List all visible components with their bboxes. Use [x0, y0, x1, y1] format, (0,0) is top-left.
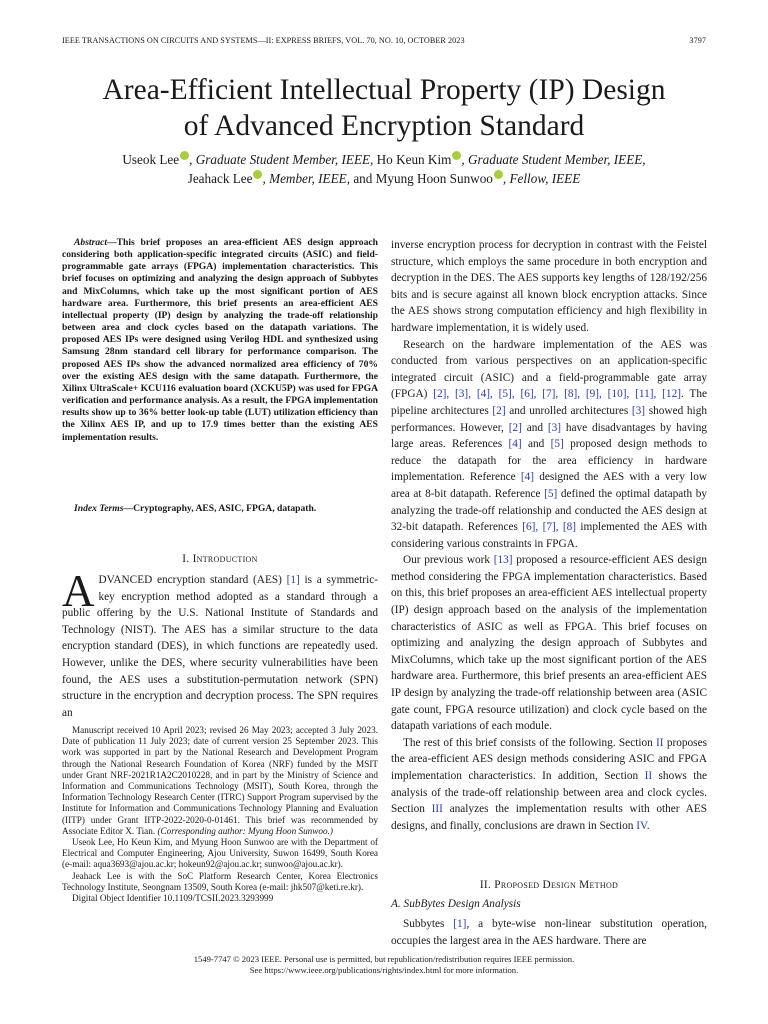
section-link[interactable]: II	[644, 770, 653, 782]
copyright-line-1: 1549-7747 © 2023 IEEE. Personal use is permitted, but republication/redistribution requires IEEE permission.	[193, 954, 575, 964]
index-terms-label: Index Terms	[74, 503, 124, 514]
section-heading-introduction: I. Introduction	[182, 553, 258, 565]
author-name: Jeahack Lee	[187, 171, 253, 186]
introduction-paragraph	[62, 566, 378, 721]
author-role: , Fellow, IEEE	[502, 171, 581, 186]
section-link[interactable]: IV	[636, 819, 647, 832]
author-line-2	[50, 169, 718, 188]
abstract-label: Abstract	[74, 237, 108, 248]
body-text: defined the optimal datapath by analyzing the trade-off relationship and conducted the AES design at 32-bit datapath. References	[391, 487, 707, 534]
section-heading-proposed-method: II. Proposed Design Method	[479, 879, 619, 891]
abstract-text: —This brief proposes an area-efficient AES design approach considering both application-specific integrated circuits (ASIC) and field-programmable gate arrays (FPGA) implementation characteristics. This brief focuses on optimizing and analyzing the design approach of Subbytes and MixColumns, which take up the most significant portion of AES hardware area. Furthermore, this brief presents an area-efficient AES intellectual property (IP) design by analyzing the trade-off relationship between area and clock cycles based on the datapath variations. The proposed AES IPs were designed using Verilog HDL and synthesized using Samsung 28nm standard cell library for performance comparison. The proposed AES IPs show the advanced normalized area efficiency of 70% over the existing AES design with the same datapath. Furthermore, the Xilinx UltraScale+ KCU116 evaluation board (XCKU5P) was used for FPGA verification and performance analysis. As a result, the FPGA implementation results show up to 36% better look-up table (LUT) utilization efficiency than the Xilinx AES IP, and up to 17.9 times better than the existing AES implementation results.	[62, 237, 378, 443]
body-text: implemented the AES with considering various constraints in FPGA.	[391, 521, 707, 550]
page-number: 3797	[689, 36, 706, 45]
subsection-heading: A. SubBytes Design Analysis	[391, 898, 521, 910]
author-name: Useok Lee	[122, 152, 180, 167]
right-column	[391, 237, 707, 834]
footnote-affiliation-1: Useok Lee, Ho Keun Kim, and Myung Hoon Sunwoo are with the Department of Electrical and Computer Engineering, Ajou University, Suwon 16499, South Korea (e-mail: aqua3693@ajou.ac.kr; hokeun92@ajou.ac.kr; sunwoo@ajou.ac.kr).	[62, 837, 378, 870]
body-text: Subbytes	[403, 918, 454, 930]
corresponding-author: (Corresponding author: Myung Hoon Sunwoo.)	[157, 825, 333, 836]
copyright-line-2: See https://www.ieee.org/publications/rights/index.html for more information.	[249, 965, 519, 975]
body-text: showed high performances. However,	[391, 404, 707, 434]
citation-link[interactable]: [4]	[520, 471, 535, 484]
citation-link[interactable]: [6], [7], [8]	[522, 521, 577, 534]
citation-link[interactable]: [5]	[550, 438, 564, 451]
section-link[interactable]: II	[656, 736, 664, 749]
title-line-2: of Advanced Encryption Standard	[183, 110, 585, 142]
citation-link[interactable]: [2], [3], [4], [5], [6], [7], [8], [9], [10], [11], [12]	[433, 388, 681, 401]
running-header: IEEE TRANSACTIONS ON CIRCUITS AND SYSTEMS—II: EXPRESS BRIEFS, VOL. 70, NO. 10, OCTOBER 2023	[62, 36, 465, 45]
body-paragraph: inverse encryption process for decryption in contrast with the Feistel structure, which employs the same procedure in both encryption and decryption in the DES. The AES supports key lengths of 128/192/256 bits and is secure against all known block encryption attacks. Since the AES shows strong computation efficiency and high flexibility in hardware implementation, it is widely used.	[391, 239, 707, 334]
citation-link[interactable]: [1]	[286, 574, 300, 586]
citation-link[interactable]: [2]	[508, 421, 522, 434]
section-link[interactable]: III	[431, 803, 443, 816]
citation-link[interactable]: [1]	[453, 918, 467, 930]
body-paragraph	[391, 552, 707, 735]
body-text: have disadvantages by having large areas. References	[391, 421, 707, 451]
citation-link[interactable]: [3]	[547, 421, 562, 434]
footnote	[62, 725, 378, 904]
body-text: designed the AES with a very low area at 8-bit datapath. Reference	[391, 471, 707, 500]
body-text: . The pipeline architectures	[391, 388, 707, 417]
index-terms-text: —Cryptography, AES, ASIC, FPGA, datapath.	[123, 503, 317, 514]
body-text: .	[646, 819, 650, 832]
author-name: and Myung Hoon Sunwoo	[350, 171, 493, 186]
author-role: , Graduate Student Member, IEEE,	[461, 152, 646, 167]
drop-cap: A	[62, 566, 95, 616]
author-role: , Member, IEEE,	[262, 171, 351, 186]
first-word: DVANCED	[98, 574, 153, 586]
body-paragraph	[391, 916, 707, 949]
footnote-manuscript	[62, 725, 378, 837]
body-text: proposed a resource-efficient AES design method considering the FPGA implementation characteristics. Based on this, this brief proposes an area-efficient AES intellectual property (IP) design approach based on the analysis of the implementation characteristics of ASIC as well as FPGA. This brief focuses on optimizing and analyzing the design approach of Subbytes and MixColumns, which take up the most significant portion of the AES hardware area. Furthermore, this brief presents an area-efficient AES IP design by analyzing the trade-off relationship between area (ASIC gate count, FPGA resource utilization) and clock cycle based on the datapath variations of each module.	[391, 554, 707, 733]
body-text: shows the analysis of the trade-off relationship between area and clock cycles. Section	[391, 770, 707, 816]
body-text: encryption standard (AES)	[152, 574, 287, 586]
body-text: , a byte-wise non-linear substitution operation, occupies the largest area in the AES hardware. There are	[391, 918, 708, 947]
citation-link[interactable]: [13]	[493, 554, 513, 567]
citation-link[interactable]: [5]	[544, 487, 558, 500]
footnote-affiliation-2: Jeahack Lee is with the SoC Platform Research Center, Korea Electronics Technology Institute, Seongnam 13509, South Korea (e-mail: jhk507@keti.re.kr).	[62, 870, 378, 892]
copyright-notice	[62, 954, 706, 976]
body-paragraph	[391, 337, 707, 553]
body-paragraph	[391, 735, 707, 835]
body-text: Research on the hardware implementation of the AES was conducted from various perspectives on an application-specific integrated circuit (ASIC) and a field-programmable gate array (FPGA)	[391, 338, 707, 401]
title-line-1: Area-Efficient Intellectual Property (IP) Design	[102, 74, 666, 106]
body-text: The rest of this brief consists of the following. Section	[403, 736, 657, 749]
orcid-icon[interactable]	[180, 151, 189, 160]
orcid-icon[interactable]	[494, 170, 503, 179]
paper-title	[40, 72, 728, 144]
citation-link[interactable]: [3]	[631, 404, 646, 417]
body-text: and	[521, 438, 551, 451]
body-text: Our previous work	[403, 554, 494, 567]
citation-link[interactable]: [2]	[492, 404, 506, 417]
body-text: is a symmetric-key encryption method adopted as a standard through a public offering by the U.S. National Institute of Standards and Technology (NIST). The AES has a similar structure to the data encryption standard (DES), in which functions are repeatedly used. However, unlike the DES, where security vulnerabilities have been found, the AES uses a substitution-permutation network (SPN) structure in the encryption and decryption process. The SPN requires an	[62, 574, 378, 719]
index-terms	[62, 503, 378, 515]
author-role: , Graduate Student Member, IEEE,	[189, 152, 374, 167]
body-text: analyzes the implementation results with other AES designs, and finally, conclusions are drawn in Section	[391, 803, 707, 832]
body-text: proposed design methods to reduce the datapath for the area efficiency in hardware implementation. Reference	[391, 438, 707, 484]
footnote-doi: Digital Object Identifier 10.1109/TCSII.2023.3293999	[72, 893, 274, 904]
author-list	[50, 150, 718, 188]
author-name: Ho Keun Kim	[373, 152, 452, 167]
citation-link[interactable]: [4]	[508, 438, 522, 451]
footnote-text: Manuscript received 10 April 2023; revised 26 May 2023; accepted 3 July 2023. Date of publication 11 July 2023; date of current version 25 September 2023. This work was supported in part by the National Research and Development Program through the National Research Foundation of Korea (NRF) funded by the MSIT under Grant NRF-2021R1A2C2010228, and in part by the Ministry of Science and Information and Communications Technology (MSIT), South Korea, through the Information Technology Research Center (ITRC) Support Program supervised by the Institute for Information and Communications Technology Planning and Evaluation (IITP) under Grant IITP-2022-2020-0-01461. This brief was recommended by Associate Editor X. Tian.	[62, 725, 378, 836]
body-text: proposes the area-efficient AES design methods considering ASIC and FPGA implementation characteristics. In addition, Section	[391, 736, 707, 782]
abstract	[62, 237, 378, 444]
body-text: and unrolled architectures	[505, 404, 632, 417]
body-text: and	[521, 421, 548, 434]
author-line-1	[50, 150, 718, 169]
